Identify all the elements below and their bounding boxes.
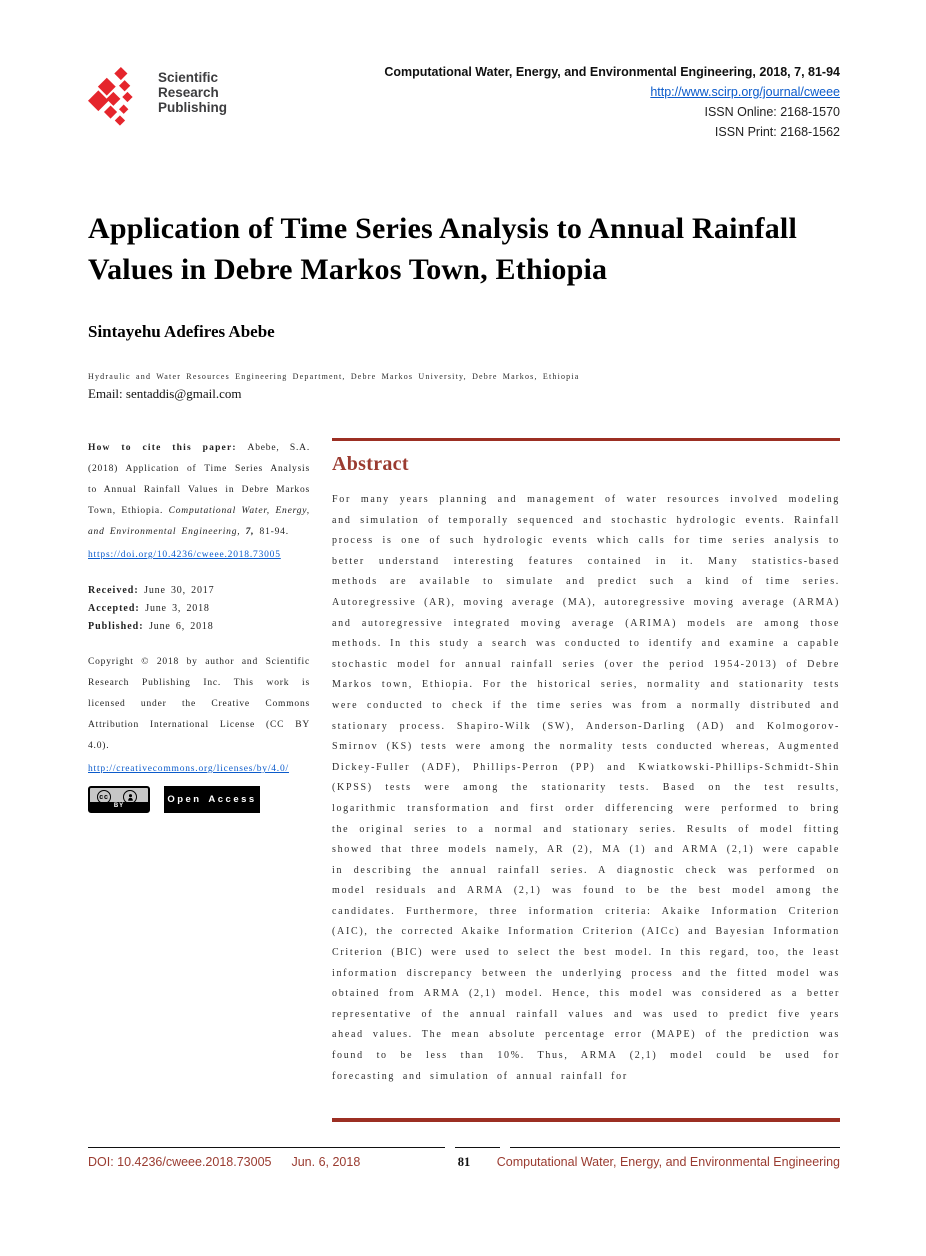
cc-icon: cc: [97, 790, 111, 804]
license-badges: [88, 786, 310, 813]
citation-text: Abebe, S.A. (2018) Application of Time Series Analysis to Annual Rainfall Values in Debre Markos Town, Ethiopia.: [88, 443, 310, 516]
article-dates: [88, 582, 310, 636]
issn-print: ISSN Print: 2168-1562: [714, 125, 840, 139]
publisher-name-line: Research: [158, 85, 219, 100]
publisher-name-line: Publishing: [158, 100, 227, 115]
license-link[interactable]: http://creativecommons.org/licenses/by/4.0/: [88, 764, 289, 774]
left-sidebar: [88, 438, 310, 813]
footer-journal-name: Computational Water, Energy, and Environmental Engineering: [496, 1155, 840, 1169]
citation-volume: 7,: [245, 527, 260, 537]
paper-title: Application of Time Series Analysis to Annual Rainfall Values in Debre Markos Town, Ethiopia: [88, 212, 797, 286]
citation-pages: 81-94.: [259, 527, 289, 537]
footer-divider: [88, 1147, 840, 1148]
citation-journal-name: Computational Water, Energy, and Environmental Engineering,: [88, 506, 310, 537]
abstract-section: [332, 438, 840, 1122]
page-footer: [88, 1155, 840, 1169]
copyright-notice: Copyright © 2018 by author and Scientific Research Publishing Inc. This work is licensed under the Creative Commons Attribution International License (CC BY 4.0).: [88, 657, 310, 751]
accepted-date: Accepted: June 3, 2018: [88, 603, 210, 614]
footer-date: Jun. 6, 2018: [291, 1155, 361, 1169]
scirp-diamonds-icon: [88, 66, 150, 128]
abstract-heading: Abstract: [332, 453, 409, 475]
how-to-cite-label: How to cite this paper:: [88, 443, 248, 453]
publisher-name: [158, 70, 227, 115]
affiliation: Hydraulic and Water Resources Engineering Department, Debre Markos University, Debre Markos, Ethiopia: [88, 372, 580, 381]
doi-link[interactable]: https://doi.org/10.4236/cweee.2018.73005: [88, 550, 281, 560]
abstract-body: For many years planning and management of water resources involved modeling and simulation of temporally sequenced and stochastic hydrologic events. Rainfall process is one of such hydrologic events which calls for time series analysis to better understand interesting features contained in it. Many statistics-based methods are available to simulate and predict such a kind of time series. Autoregressive (AR), moving average (MA), autoregressive moving average (ARMA) and autoregressive integrated moving average (ARIMA) models are among those methods. In this study a search was conducted to identify and examine a capable stochastic model for annual rainfall series (over the period 1954-2013) of Debre Markos town, Ethiopia. For the historical series, normality and stationarity tests were conducted to check if the time series was from a normally distributed and stationary process. Shapiro-Wilk (SW), Anderson-Darling (AD) and Kolmogorov-Smirnov (KS) tests were among the normality tests conducted whereas, Augmented Dickey-Fuller (ADF), Phillips-Perron (PP) and Kwiatkowski-Phillips-Schmidt-Shin (KPSS) tests were among the stationarity tests. Based on the test results, logarithmic transformation and first order differencing were performed to bring the original series to a normal and stationary series. Results of model fitting showed that three models namely, AR (2), MA (1) and ARMA (2,1) were capable in describing the annual rainfall series. A diagnostic check was performed on model residuals and ARMA (2,1) was found to be the best model among the candidates. Furthermore, three information criteria: Akaike Information Criterion (AIC), the corrected Akaike Information Criterion (AICc) and Bayesian Information Criterion (BIC) were used to select the best model. In this regard, too, the least information discrepancy between the underlying process and the fitted model was obtained from ARMA (2,1) model. Hence, this model was considered as a better representative of the annual rainfall values and was used to predict five years ahead values. The mean absolute percentage error (MAPE) of the prediction was found to be less than 10%. Thus, ARMA (2,1) model could be used for forecasting and simulation of annual rainfall for: [332, 494, 840, 1082]
cc-by-badge[interactable]: [88, 786, 150, 813]
published-date: Published: June 6, 2018: [88, 621, 214, 632]
footer-doi: DOI: 10.4236/cweee.2018.73005: [88, 1155, 272, 1169]
scirp-logo: [88, 60, 227, 128]
issn-online: ISSN Online: 2168-1570: [704, 105, 840, 119]
journal-url-link[interactable]: http://www.scirp.org/journal/cweee: [650, 85, 840, 99]
journal-header: [88, 60, 840, 142]
page-number: 81: [457, 1155, 471, 1169]
author-email: Email: sentaddis@gmail.com: [88, 386, 242, 401]
open-access-badge: Open Access: [164, 786, 260, 813]
received-date: Received: June 30, 2017: [88, 585, 215, 596]
journal-citation-line: Computational Water, Energy, and Environmental Engineering, 2018, 7, 81-94: [384, 65, 840, 79]
cc-by-label: BY: [90, 802, 148, 811]
author-name: Sintayehu Adefires Abebe: [88, 322, 275, 341]
publisher-name-line: Scientific: [158, 70, 219, 85]
journal-meta: [384, 62, 840, 142]
how-to-cite-block: [88, 438, 310, 543]
